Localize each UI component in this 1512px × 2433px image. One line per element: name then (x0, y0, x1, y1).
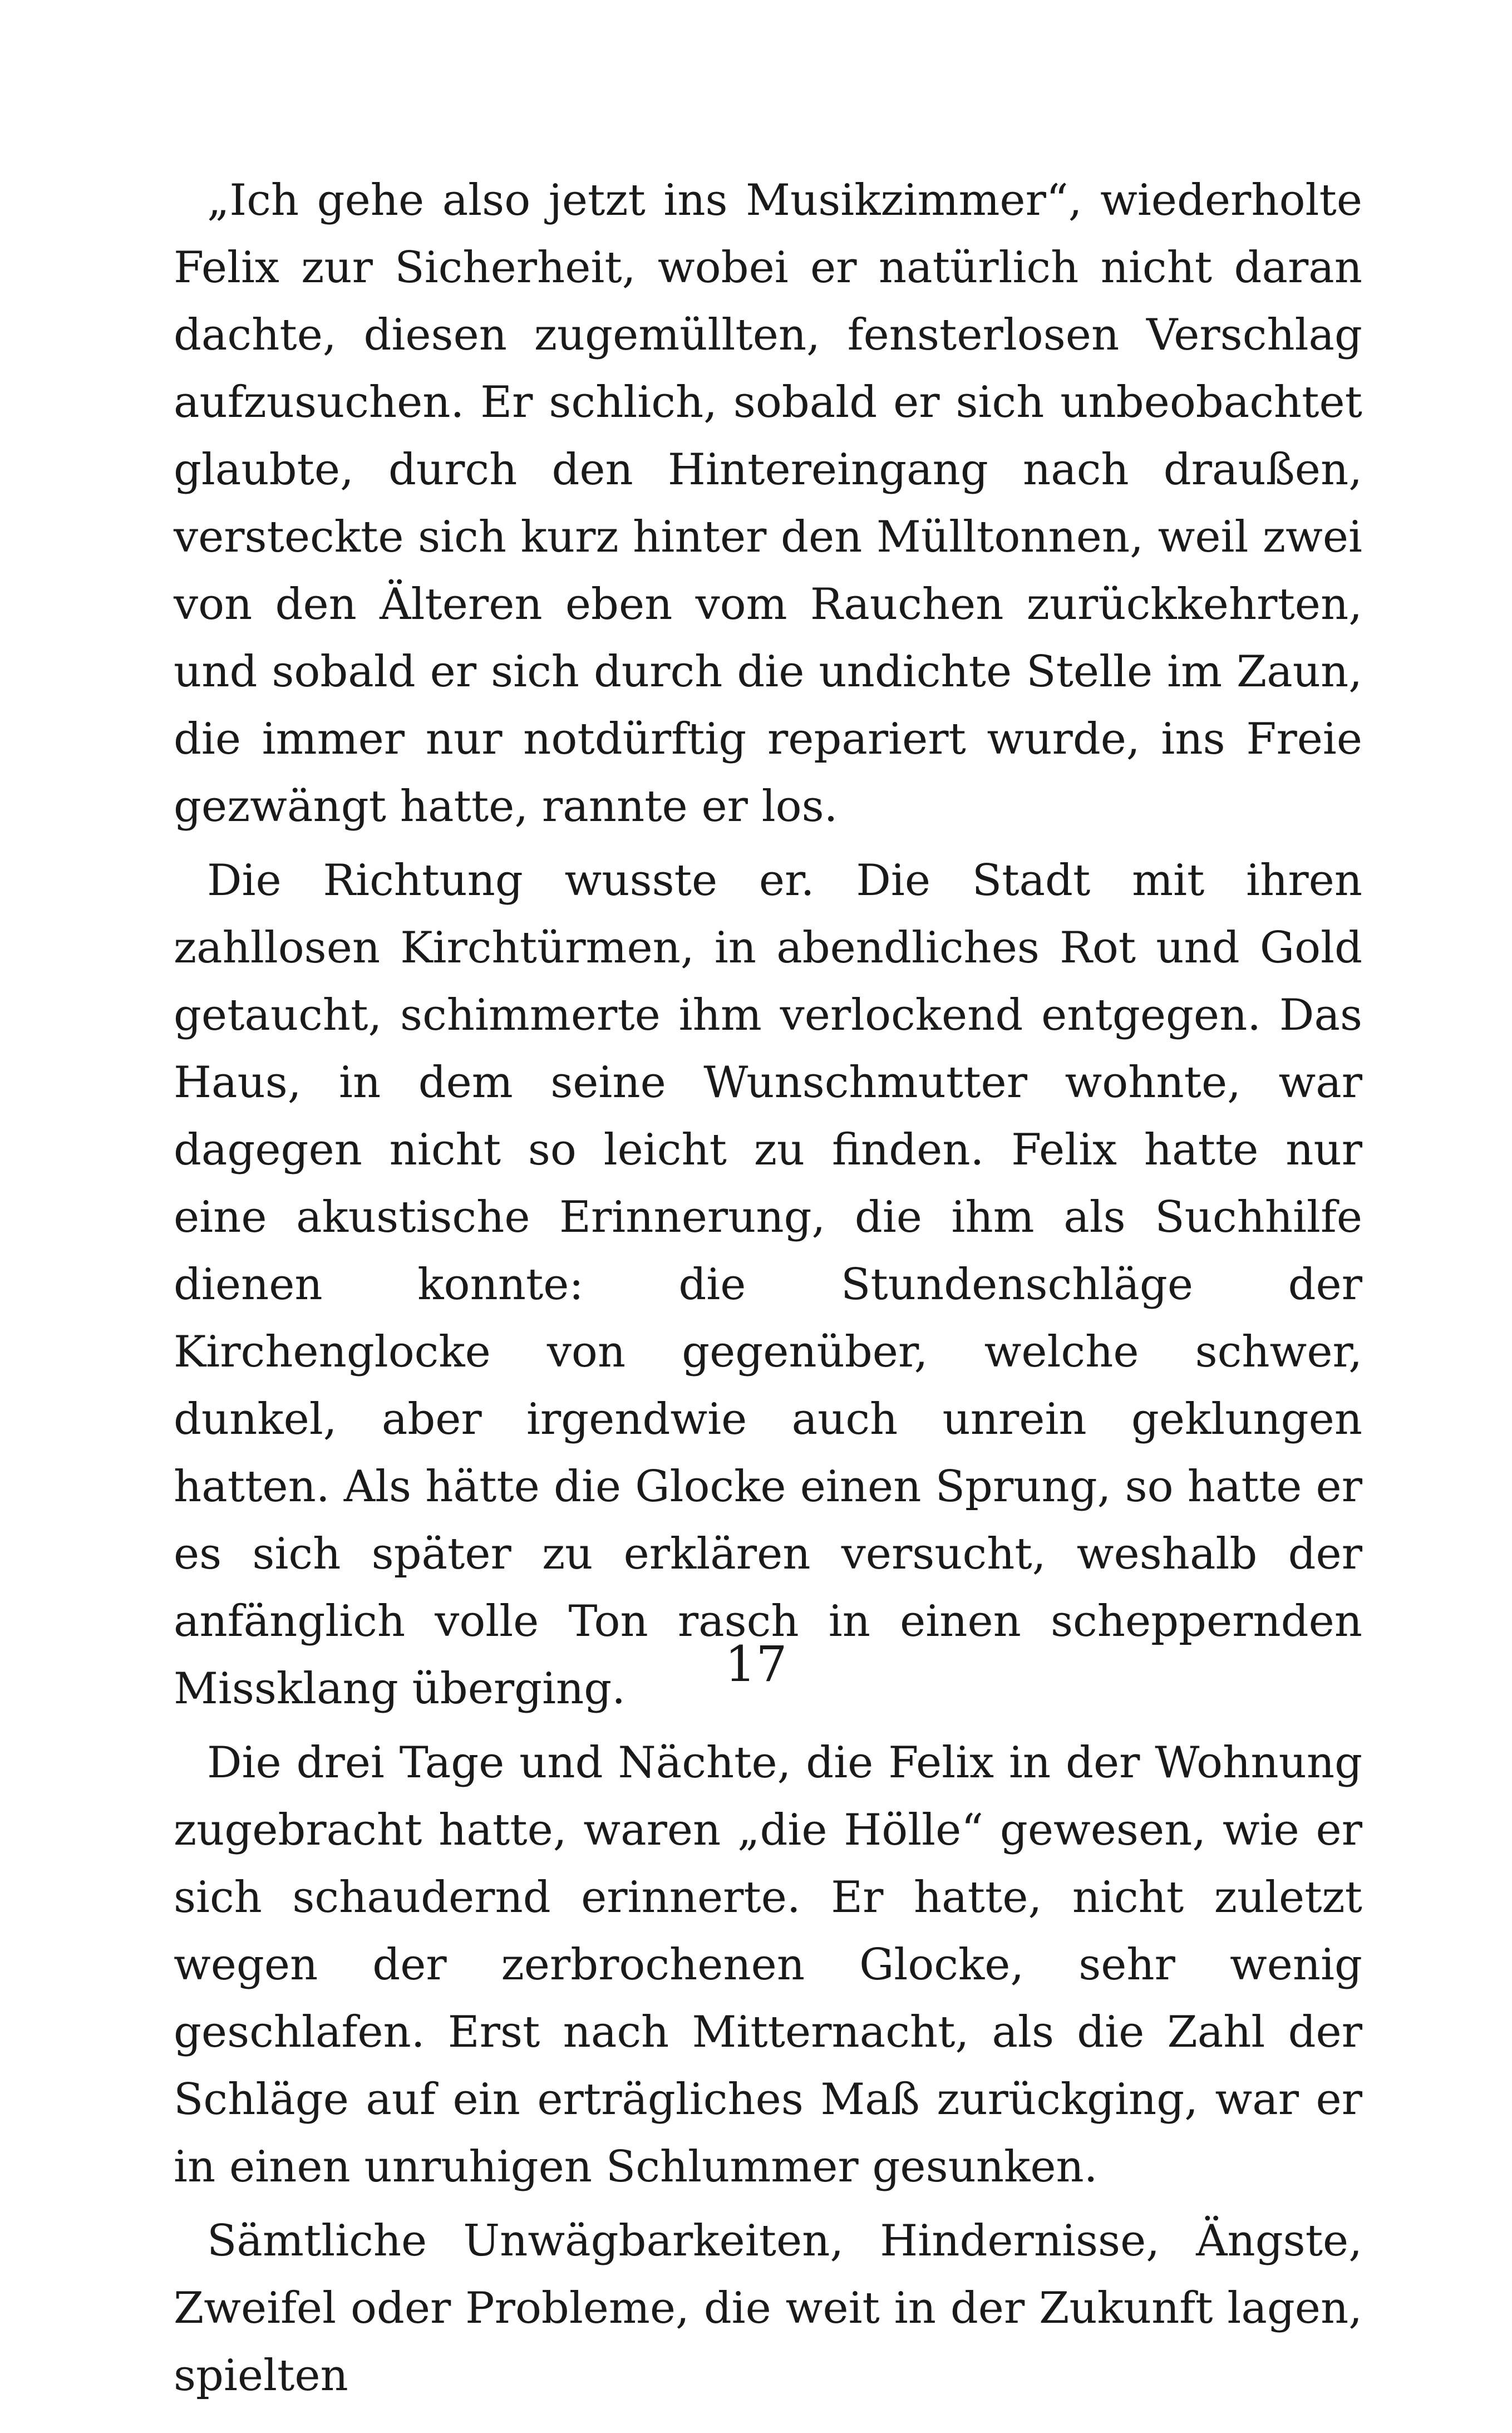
paragraph-2: Die Richtung wusste er. Die Stadt mit ihren zahllosen Kirchtürmen, in abendliches Rot und Gold getaucht, schimmerte ihm verlockend entgegen. Das Haus, in dem seine Wunschmutter wohnte, war dagegen nicht so leicht zu finden. Felix hatte nur eine akustische Erinnerung, die ihm als Suchhilfe dienen konnte: die Stundenschläge der Kirchenglocke von gegenüber, welche schwer, dunkel, aber irgendwie auch unrein geklungen hatten. Als hätte die Glocke einen Sprung, so hatte er es sich später zu erklären versucht, weshalb der anfänglich volle Ton rasch in einen scheppernden Missklang überging. (174, 856, 1362, 1714)
body-text (174, 167, 1362, 2416)
paragraph-4: Sämtliche Unwägbarkeiten, Hindernisse, Ängste, Zweifel oder Probleme, die weit in der Zukunft lagen, spielten (174, 2216, 1362, 2401)
page-number: 17 (725, 1635, 787, 1693)
paragraph-3: Die drei Tage und Nächte, die Felix in der Wohnung zugebracht hatte, waren „die Hölle“ gewesen, wie er sich schaudernd erinnerte. Er hatte, nicht zuletzt wegen der zerbrochenen Glocke, sehr wenig geschlafen. Erst nach Mitternacht, als die Zahl der Schläge auf ein erträgliches Maß zurückging, war er in einen unruhigen Schlummer gesunken. (174, 1738, 1362, 2192)
paragraph-1: „Ich gehe also jetzt ins Musikzimmer“, wiederholte Felix zur Sicherheit, wobei er natürlich nicht daran dachte, diesen zugemüllten, fensterlosen Verschlag aufzusuchen. Er schlich, sobald er sich unbeobachtet glaubte, durch den Hintereingang nach draußen, versteckte sich kurz hinter den Mülltonnen, weil zwei von den Älteren eben vom Rauchen zurückkehrten, und sobald er sich durch die undichte Stelle im Zaun, die immer nur notdürftig repariert wurde, ins Freie gezwängt hatte, rannte er los. (174, 175, 1362, 832)
